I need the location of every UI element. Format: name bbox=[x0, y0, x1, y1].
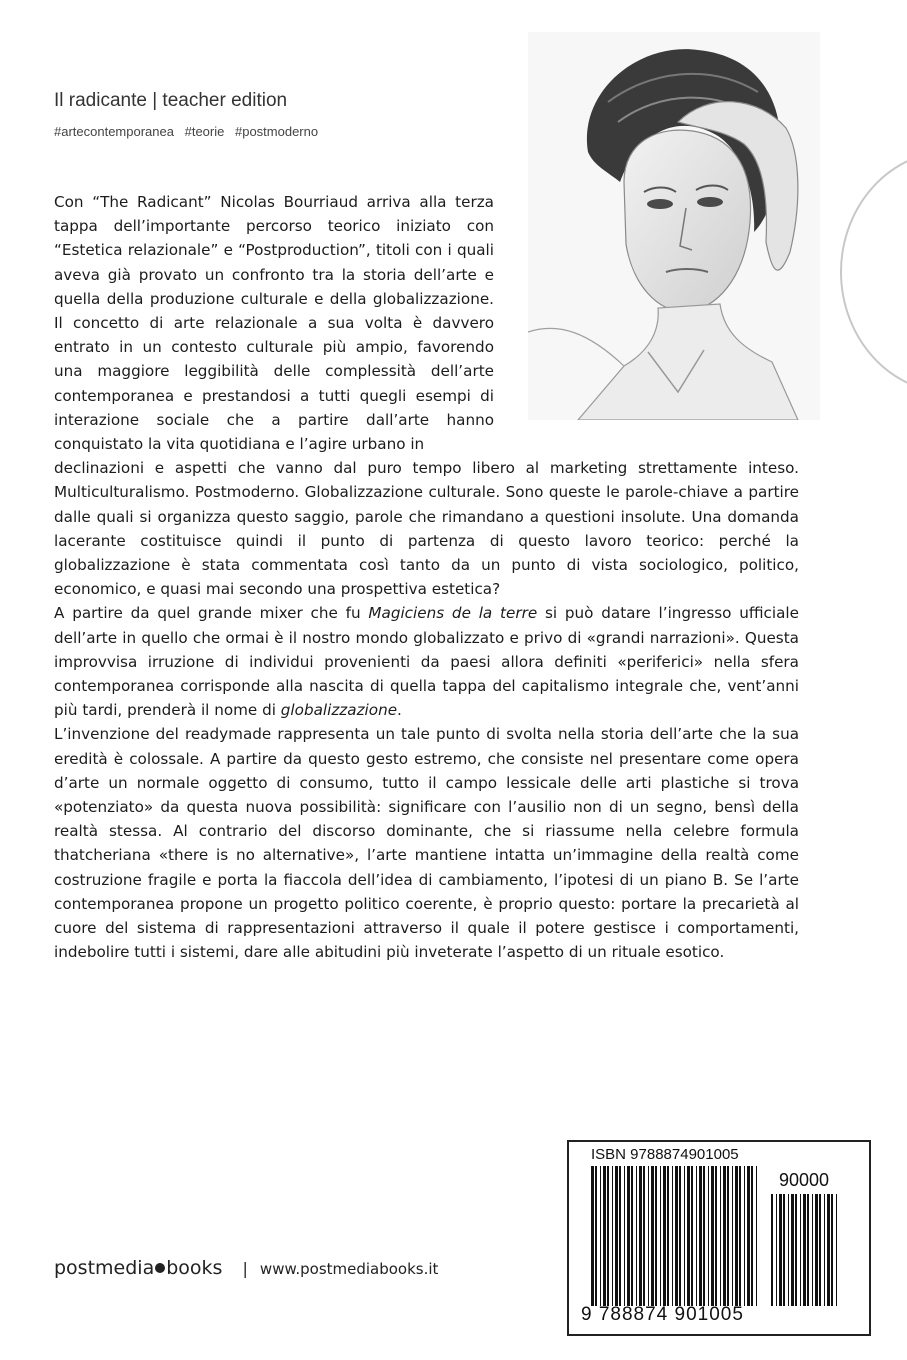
barcode-box bbox=[567, 1140, 871, 1336]
barcode-bar bbox=[827, 1194, 830, 1306]
barcode-bar bbox=[831, 1194, 833, 1306]
barcode-bar bbox=[675, 1166, 678, 1306]
logo-dot-icon bbox=[155, 1263, 165, 1273]
barcode-bar bbox=[651, 1166, 654, 1306]
barcode-icon bbox=[591, 1166, 761, 1316]
barcode-bar bbox=[812, 1194, 813, 1306]
barcode-bar bbox=[735, 1166, 738, 1306]
barcode-bar bbox=[779, 1194, 782, 1306]
decorative-arc bbox=[840, 150, 907, 394]
barcode-bar bbox=[708, 1166, 709, 1306]
barcode-bar bbox=[663, 1166, 666, 1306]
paragraph-magiciens: A partire da quel grande mixer che fu Magiciens de la terre si può datare l’ingresso ufficiale dell’arte in quello che ormai è il nostro mondo globalizzato e privo di «grandi narrazioni». Questa improvvisa irruzione di individui provenienti da paesi allora definiti «periferici» nella sfera contemporanea corrisponde alla nascita di quella tappa del capitalismo integrale che, vent’anni più tardi, prenderà il nome di globalizzazione. bbox=[54, 604, 799, 720]
price-code: 90000 bbox=[779, 1170, 830, 1190]
barcode-bar bbox=[703, 1166, 705, 1306]
barcode-bar bbox=[591, 1166, 594, 1306]
barcode-bar bbox=[720, 1166, 721, 1306]
barcode-bar bbox=[699, 1166, 702, 1306]
footer-separator: | bbox=[242, 1259, 248, 1278]
tag: #teorie bbox=[184, 124, 225, 139]
barcode-bar bbox=[667, 1166, 669, 1306]
barcode-bar bbox=[815, 1194, 818, 1306]
barcode-bar bbox=[744, 1166, 745, 1306]
barcode-bar bbox=[648, 1166, 649, 1306]
barcode-bar bbox=[679, 1166, 681, 1306]
barcode-bar bbox=[600, 1166, 601, 1306]
barcode-bar bbox=[824, 1194, 825, 1306]
barcode-bar bbox=[595, 1166, 597, 1306]
barcode-bar bbox=[684, 1166, 685, 1306]
tag: #artecontemporanea bbox=[54, 124, 174, 139]
barcode-bar bbox=[624, 1166, 625, 1306]
barcode-bar bbox=[607, 1166, 609, 1306]
paragraph-intro-continued: declinazioni e aspetti che vanno dal puro tempo libero al marketing strettamente inteso. Multiculturalismo. Postmoderno. Globalizzazione culturale. Sono queste le parole-chiave a partire dalle quali si organizza questo saggio, parole che rimandano a questioni insolute. Una domanda lacerante costituisce quindi il punto di partenza di questo lavoro teorico: perché la globalizzazione è stata commentata così tanto da un punto di vista sociologico, politico, economico, e quasi mai secondo una prospettiva estetica? bbox=[54, 459, 799, 599]
barcode-bar bbox=[643, 1166, 645, 1306]
barcode-bar bbox=[756, 1166, 757, 1306]
publisher-logo-left: postmedia bbox=[54, 1257, 155, 1279]
barcode-bar bbox=[803, 1194, 806, 1306]
barcode-bar bbox=[732, 1166, 733, 1306]
barcode-bar bbox=[612, 1166, 613, 1306]
paragraph-intro: Con “The Radicant” Nicolas Bourriaud arriva alla terza tappa dell’importante percorso teorico iniziato con “Estetica relazionale” e “Postproduction”, titoli con i quali aveva già provato un confronto tra la storia dell’arte e quella della produzione culturale e della globalizzazione. Il concetto di arte relazionale a sua volta è davvero entrato in un contesto culturale più ampio, favorendo una maggiore leggibilità delle complessità dell’arte contemporanea e prestandosi a tutti quegli esempi di interazione sociale che a partire dall’arte hanno conquistato la vita quotidiana e l’agire urbano in bbox=[54, 193, 494, 454]
barcode-bar bbox=[639, 1166, 642, 1306]
barcode-bar bbox=[603, 1166, 606, 1306]
barcode-bar bbox=[771, 1194, 773, 1306]
barcode-bar bbox=[655, 1166, 657, 1306]
barcode-bar bbox=[727, 1166, 729, 1306]
barcode-bar bbox=[807, 1194, 809, 1306]
barcode-bar bbox=[751, 1166, 753, 1306]
barcode-bar bbox=[783, 1194, 785, 1306]
publisher-footer bbox=[54, 1257, 438, 1279]
barcode-bar bbox=[660, 1166, 661, 1306]
barcode-bar bbox=[723, 1166, 726, 1306]
tag-list bbox=[54, 124, 325, 139]
barcode-bar bbox=[715, 1166, 717, 1306]
publisher-url[interactable]: www.postmediabooks.it bbox=[259, 1260, 439, 1278]
isbn-digits: 9 788874 901005 bbox=[581, 1304, 744, 1325]
barcode-bar bbox=[619, 1166, 621, 1306]
barcode-bar bbox=[711, 1166, 714, 1306]
barcode-bar bbox=[615, 1166, 618, 1306]
barcode-bar bbox=[836, 1194, 837, 1306]
book-title: Il radicante | teacher edition bbox=[54, 90, 288, 111]
barcode-bar bbox=[819, 1194, 821, 1306]
tag: #postmoderno bbox=[234, 124, 319, 139]
barcode-bar bbox=[739, 1166, 741, 1306]
publisher-logo-right: books bbox=[166, 1257, 223, 1279]
barcode-bar bbox=[631, 1166, 633, 1306]
paragraph-readymade: L’invenzione del readymade rappresenta un tale punto di svolta nella storia dell’arte che la sua eredità è colossale. A partire da questo gesto estremo, che consiste nel presentare come opera d’arte un normale oggetto di consumo, tutto il campo lessicale delle arti plastiche si trova «potenziato» da questa nuova possibilità: significare con l’ausilio non di un segno, bensì della realtà stessa. Al contrario del discorso dominante, che si riassume nella celebre formula thatcheriana «there is no alternative», l’arte mantiene intatta un’immagine della realtà come costruzione fragile e porta la fiaccola dell’idea di cambiamento, l’ipotesi di un piano B. Se l’arte contemporanea propone un progetto politico coerente, è proprio questo: portare la precarietà al cuore del sistema di rappresentazioni attraverso il quale il potere gestisce i comportamenti, indebolire tutti i sistemi, dare alle abitudini più inveterate l’aspetto di un rituale esotico. bbox=[54, 725, 799, 962]
barcode-bar bbox=[691, 1166, 693, 1306]
barcode-bar bbox=[800, 1194, 801, 1306]
barcode-bar bbox=[687, 1166, 690, 1306]
barcode-bar bbox=[747, 1166, 750, 1306]
barcode-bar bbox=[672, 1166, 673, 1306]
barcode-bar bbox=[788, 1194, 789, 1306]
barcode-bar bbox=[795, 1194, 797, 1306]
barcode-bar bbox=[791, 1194, 794, 1306]
barcode-bar bbox=[776, 1194, 777, 1306]
barcode-bar bbox=[636, 1166, 637, 1306]
addon-barcode-icon bbox=[771, 1194, 841, 1316]
barcode-bar bbox=[627, 1166, 630, 1306]
isbn-label: ISBN 9788874901005 bbox=[591, 1146, 739, 1163]
barcode-bar bbox=[696, 1166, 697, 1306]
body-text bbox=[54, 190, 799, 965]
